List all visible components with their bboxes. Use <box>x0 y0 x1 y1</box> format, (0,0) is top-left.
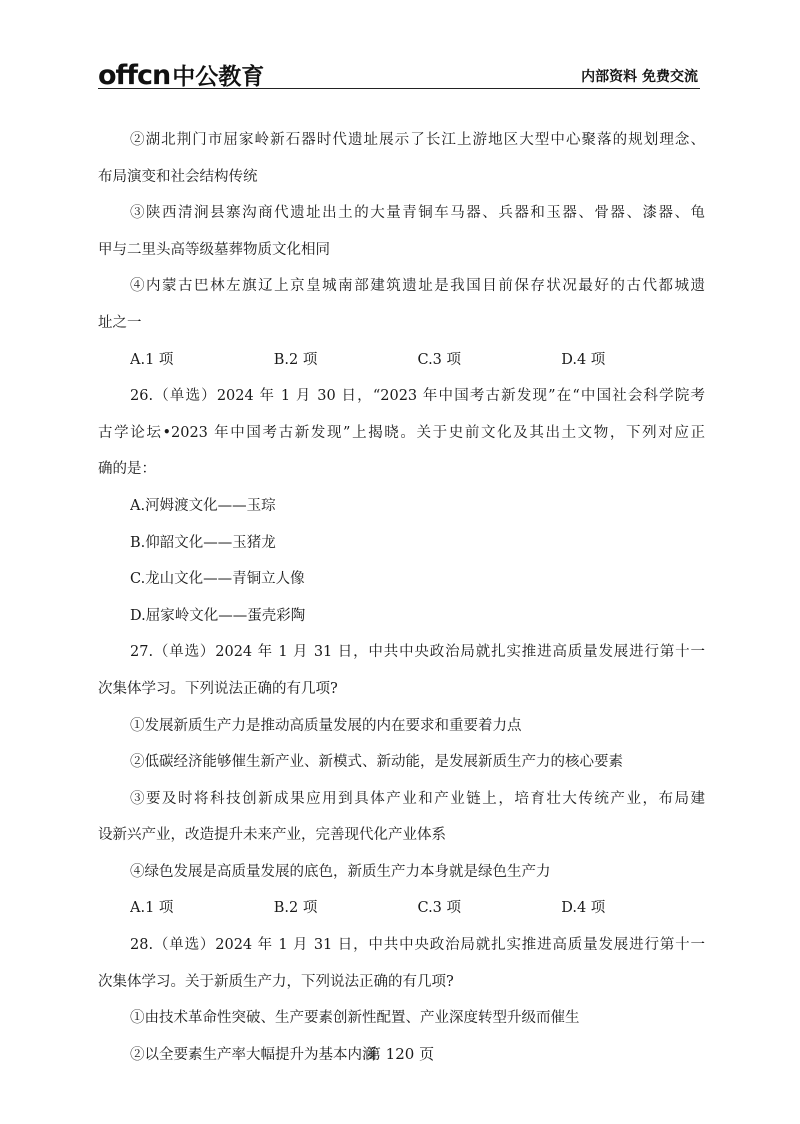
text-line: ②低碳经济能够催生新产业、新模式、新动能，是发展新质生产力的核心要素 <box>130 754 623 771</box>
text-line: 次集体学习。下列说法正确的有几项? <box>98 680 338 697</box>
text-line: ③陕西清涧县寨沟商代遗址出土的大量青铜车马器、兵器和玉器、骨器、漆器、龟 <box>130 205 705 222</box>
text-line: ③要及时将科技创新成果应用到具体产业和产业链上，培育壮大传统产业，布局建 <box>130 790 705 807</box>
option-a: A.河姆渡文化——玉琮 <box>130 497 276 514</box>
option-a: A.1 项 <box>130 351 174 368</box>
option-d: D.4 项 <box>561 900 606 917</box>
text-line: ④绿色发展是高质量发展的底色，新质生产力本身就是绿色生产力 <box>130 863 551 880</box>
document-body <box>98 122 705 1073</box>
option-d: D.屈家岭文化——蛋壳彩陶 <box>130 607 306 624</box>
text-line: ②以全要素生产率大幅提升为基本内涵 <box>130 1046 377 1063</box>
text-line: ②湖北荆门市屈家岭新石器时代遗址展示了长江上游地区大型中心聚落的规划理念、 <box>130 132 705 148</box>
question-28: 28.（单选）2024 年 1 月 31 日，中共中央政治局就扎实推进高质量发展进行第十一 <box>130 937 705 954</box>
option-d: D.4 项 <box>561 351 606 368</box>
text-line: 次集体学习。关于新质生产力，下列说法正确的有几项? <box>98 973 454 990</box>
text-line: 设新兴产业，改造提升未来产业，完善现代化产业体系 <box>98 827 446 844</box>
text-line: 址之一 <box>98 314 142 331</box>
text-line: ①由技术革命性突破、生产要素创新性配置、产业深度转型升级而催生 <box>130 1010 580 1027</box>
page-header <box>98 60 700 89</box>
option-a: A.1 项 <box>130 900 174 917</box>
text-line: ①发展新质生产力是推动高质量发展的内在要求和重要着力点 <box>130 717 522 734</box>
header-internal-label: 内部资料 免费交流 <box>581 69 698 85</box>
option-b: B.仰韶文化——玉猪龙 <box>130 534 276 551</box>
question-26: 26.（单选）2024 年 1 月 30 日，“2023 年中国考古新发现”在“中国社会科学院考 <box>130 388 705 405</box>
page-number: 第 120 页 <box>365 1045 435 1063</box>
answer-options-q27 <box>130 890 705 927</box>
option-c: C.龙山文化——青铜立人像 <box>130 571 305 588</box>
logo-chinese: 中公教育 <box>172 64 265 90</box>
answer-options-q25 <box>130 342 705 379</box>
text-line: 甲与二里头高等级墓葬物质文化相同 <box>98 241 330 258</box>
option-b: B.2 项 <box>273 900 318 917</box>
option-c: C.3 项 <box>417 351 462 368</box>
text-line: 确的是： <box>98 461 156 478</box>
logo-english: offcn <box>98 60 171 91</box>
text-line: 布局演变和社会结构传统 <box>98 168 258 185</box>
offcn-logo <box>98 58 265 91</box>
text-line: ④内蒙古巴林左旗辽上京皇城南部建筑遗址是我国目前保存状况最好的古代都城遗 <box>130 278 705 295</box>
option-c: C.3 项 <box>417 900 462 917</box>
question-27: 27.（单选）2024 年 1 月 31 日，中共中央政治局就扎实推进高质量发展进行第十一 <box>130 644 705 661</box>
option-b: B.2 项 <box>273 351 318 368</box>
text-line: 古学论坛•2023 年中国考古新发现”上揭晓。关于史前文化及其出土文物，下列对应正 <box>98 424 705 441</box>
